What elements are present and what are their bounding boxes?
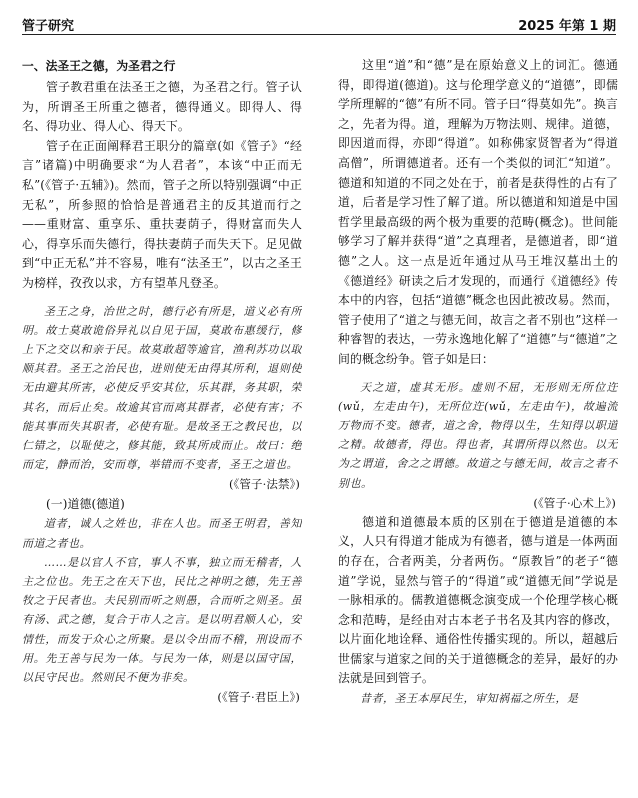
paragraph: 管子在正面阐释君王职分的篇章(如《管子》“经言”诸篇)中明确要求“为人君者”，本该“中正而无私”(《管子·五辅》)。然而，管子之所以特别强调“中正无私”，所参照的恰恰是普通君主的反其道而行之——重财富、重享乐、重扶妻荫子，得财富而失人心，得享乐而失德行，得扶妻荫子而失天下。足见做到“中正无私”并不容易，唯有“法圣王”，以古之圣王为榜样，孜孜以求，方有望革凡登圣。 [22,138,302,290]
section-title: 一、法圣王之德，为圣君之行 [22,59,176,73]
running-header [22,12,616,35]
right-column [338,56,618,708]
paragraph: 这里“道”和“德”是在原始意义上的词汇。德通得，即得道(德道)。这与伦理学意义的“道德”，即儒学所理解的“德”有所不同。管子曰“得莫如先”。换言之，先者为得。道，理解为万物法则、规律。道德，即因道而得，亦即“得道”。如称佛家贤智者为“得道高僧”，所谓德道者。还有一个类似的词汇“知道”。德道和知道的不同之处在于，前者是获得性的占有了道，后者是学习性了解了道。所以德道和知道是中国哲学里最高级的两个极为重要的范畴(概念)。世间能够学习了解并获得“道”之真理者，是德道者，即“道德”之人。这一点是近年通过从马王堆汉墓出土的《德道经》研读之后才发现的，而通行《道德经》传本中的内容，包括“道德”概念也因此被改易。然而，管子使用了“道之与德无间，故言之者不别也”这样一种睿智的表达，一劳永逸地化解了“道德”与“德道”之间的概念纷争。管子如是曰： [338,58,618,366]
block-quote: 昔者，圣王本厚民生，审知祸福之所生，是 [360,692,579,706]
block-quote: 天之道，虚其无形。虚则不屈，无形则无所位迕(wǔ，左走由午)，无所位迕(wǔ，左走由午)，故遍流万物而不变。德者，道之舍，物得以生，生知得以职道之精。故德者，得也。得也者，其谓所得以然也。以无为之谓道，舍之之谓德。故道之与德无间，故言之者不别也。 [338,380,618,490]
block-quote: 道者，诚人之姓也，非在人也。而圣王明君，善知而道之者也。 [22,517,302,550]
journal-title: 管子研究 [22,19,75,34]
block-quote: 圣王之身，治世之时，德行必有所是，道义必有所明。故士莫敢诡俗异礼以自见于国，莫敢布惠缓行，修上下之交以和亲于民。故莫敢超等逾官，渔利苏功以取顺其君。圣王之治民也，进则使无由得其所利，退则使无由避其所害，必使反乎安其位，乐其群，务其职，荣其名，而后止矣。故逾其官而离其群者，必使有害；不能其事而失其职者，必使有耻。是故圣王之教民也，以仁错之，以耻使之，修其能，致其所成而止。故曰：绝而定，静而治，安而尊，举错而不变者，圣王之道也。 [22,304,302,472]
paragraph: 德道和道德最本质的区别在于德道是道德的本义，人只有得道才能成为有德者，德与道是一体两面的存在，合者两美，分者两伤。“原教旨”的老子“德道”学说，显然与管子的“得道”或“道德无间”学说是一脉相承的。儒教道德概念演变成一个伦理学核心概念和范畴，是经由对古本老子书名及其内容的修改，以片面化地诠释、通俗性传播实现的。所以，超越后世儒家与道家之间的关于道德概念的差异，最好的办法就是回到管子。 [338,514,618,686]
issue-label: 2025 年第 1 期 [518,19,616,34]
quote-citation: (《管子·君臣上》) [217,690,300,705]
left-column [22,56,302,707]
quote-citation: (《管子·心术上》) [533,495,616,510]
paragraph: 管子教君重在法圣王之德，为圣君之行。管子认为，所谓圣王所重之德者，德得通义。即得人、得名、得功业、得人心、得天下。 [22,80,302,134]
subsection-heading: (一)道德(德道) [46,497,125,512]
quote-citation: (《管子·法禁》) [228,477,300,492]
block-quote: ……是以官人不官，事人不事，独立而无稽者，人主之位也。先王之在天下也，民比之神明之德，先王善牧之于民者也。夫民别而听之则愚，合而听之则圣。虽有汤、武之德，复合于市人之言。是以明君顺人心，安情性，而发于众心之所聚。是以令出而不稽，刑设而不用。先王善与民为一体。与民为一体，则是以国守国，以民守民也。然则民不便为非矣。 [22,555,302,684]
